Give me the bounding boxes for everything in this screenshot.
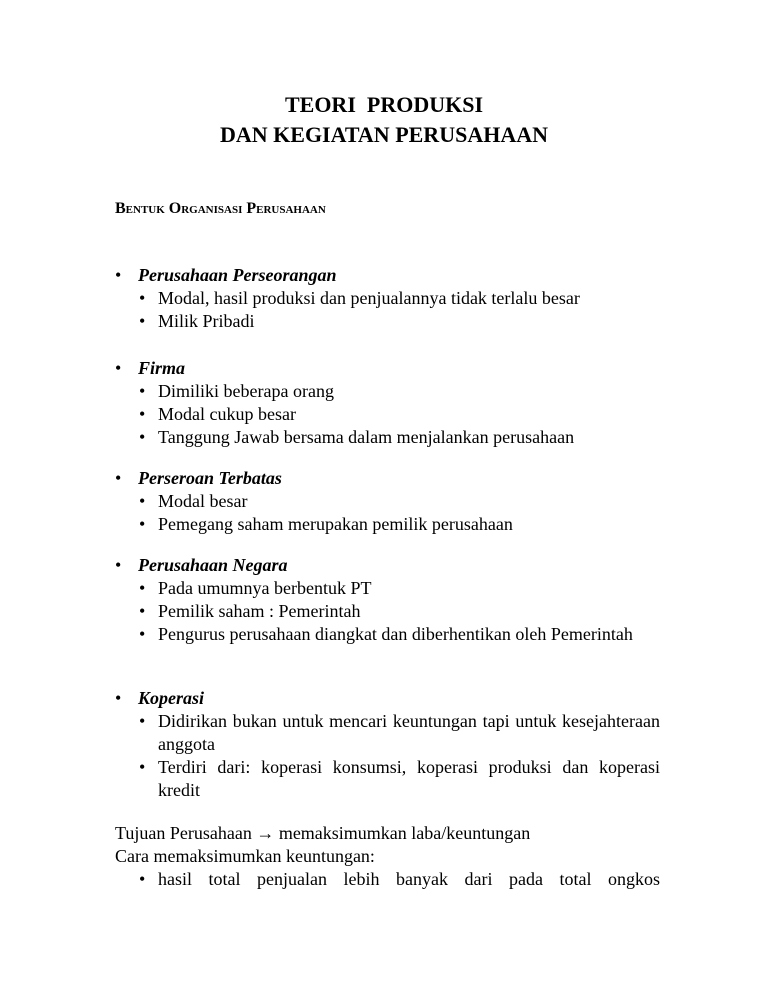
document-title [0,90,768,150]
group-title: • Perusahaan Negara [115,554,660,577]
list-group-koperasi [115,687,660,802]
group-title: • Koperasi [115,687,660,710]
list-item: • Modal cukup besar [115,403,660,426]
list-group-perseorangan [115,264,660,333]
list-item: • Terdiri dari: koperasi konsumsi, koperasi produksi dan koperasi kredit [115,756,660,802]
list-item: • hasil total penjualan lebih banyak dari pada total ongkos [115,868,660,891]
tujuan-section [115,822,660,891]
list-item: • Pemegang saham merupakan pemilik perusahaan [115,513,660,536]
list-item: • Modal besar [115,490,660,513]
cara-text: Cara memaksimumkan keuntungan: [115,846,375,866]
list-item: • Modal, hasil produksi dan penjualannya tidak terlalu besar [115,287,660,310]
list-group-pt [115,467,660,536]
list-item: • Milik Pribadi [115,310,660,333]
list-group-firma [115,357,660,449]
group-title: • Perusahaan Perseorangan [115,264,660,287]
list-item: • Pengurus perusahaan diangkat dan diberhentikan oleh Pemerintah [115,623,660,646]
list-item: • Tanggung Jawab bersama dalam menjalankan perusahaan [115,426,660,449]
title-line-1: TEORI PRODUKSI [284,92,484,117]
title-line-2: DAN KEGIATAN PERUSAHAAN [220,122,548,147]
list-item: • Pemilik saham : Pemerintah [115,600,660,623]
tujuan-text: Tujuan Perusahaan → memaksimumkan laba/keuntungan [115,823,531,843]
list-item: • Dimiliki beberapa orang [115,380,660,403]
list-item: • Didirikan bukan untuk mencari keuntungan tapi untuk kesejahteraan anggota [115,710,660,756]
list-item: • Pada umumnya berbentuk PT [115,577,660,600]
list-group-negara [115,554,660,646]
group-title: • Firma [115,357,660,380]
section-heading: Bentuk Organisasi Perusahaan [115,200,326,217]
group-title: • Perseroan Terbatas [115,467,660,490]
